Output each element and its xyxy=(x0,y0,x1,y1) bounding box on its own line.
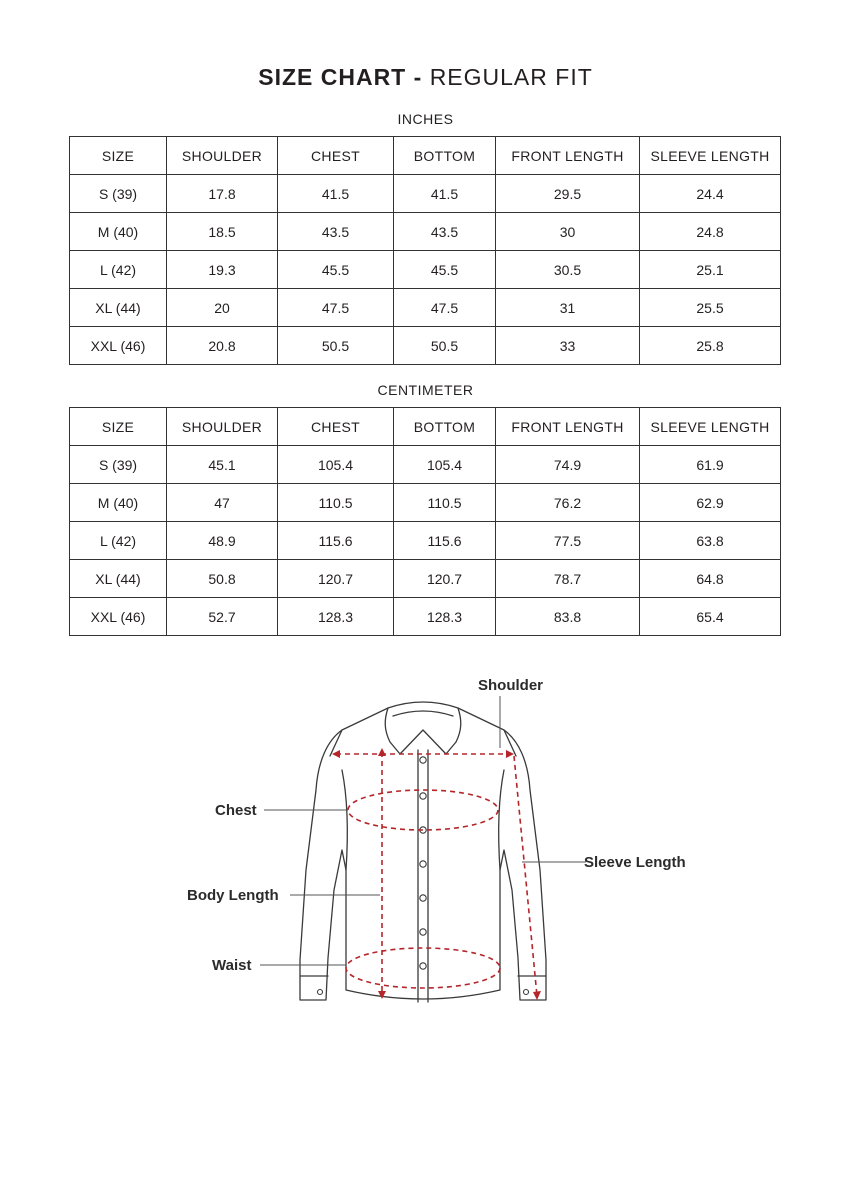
cell-chest: 120.7 xyxy=(278,560,394,598)
table-row xyxy=(70,175,781,213)
cell-shoulder: 48.9 xyxy=(167,522,278,560)
cell-front-length: 31 xyxy=(496,289,640,327)
cell-chest: 50.5 xyxy=(278,327,394,365)
cell-front-length: 77.5 xyxy=(496,522,640,560)
centimeter-unit-label: CENTIMETER xyxy=(377,382,474,398)
cell-front-length: 33 xyxy=(496,327,640,365)
cell-chest: 115.6 xyxy=(278,522,394,560)
header-bottom: BOTTOM xyxy=(394,408,496,446)
table-row xyxy=(70,327,781,365)
table-row xyxy=(70,251,781,289)
cell-shoulder: 47 xyxy=(167,484,278,522)
cell-size: XXL (46) xyxy=(70,327,167,365)
title-light: REGULAR FIT xyxy=(429,64,593,90)
cell-size: L (42) xyxy=(70,251,167,289)
cell-chest: 47.5 xyxy=(278,289,394,327)
cell-bottom: 47.5 xyxy=(394,289,496,327)
table-row xyxy=(70,484,781,522)
cell-sleeve-length: 61.9 xyxy=(640,446,781,484)
cell-shoulder: 17.8 xyxy=(167,175,278,213)
header-size: SIZE xyxy=(70,137,167,175)
cell-sleeve-length: 25.1 xyxy=(640,251,781,289)
header-bottom: BOTTOM xyxy=(394,137,496,175)
cell-sleeve-length: 25.5 xyxy=(640,289,781,327)
shirt-buttons xyxy=(318,757,529,995)
measurement-guides xyxy=(336,752,537,996)
cell-sleeve-length: 64.8 xyxy=(640,560,781,598)
cell-size: L (42) xyxy=(70,522,167,560)
cell-shoulder: 50.8 xyxy=(167,560,278,598)
cell-size: S (39) xyxy=(70,446,167,484)
table-header-row xyxy=(70,408,781,446)
label-sleeve-length: Sleeve Length xyxy=(584,854,686,871)
cell-front-length: 30.5 xyxy=(496,251,640,289)
cell-chest: 128.3 xyxy=(278,598,394,636)
header-shoulder: SHOULDER xyxy=(167,408,278,446)
cell-size: M (40) xyxy=(70,484,167,522)
title-bold: SIZE CHART - xyxy=(258,64,423,90)
inches-unit-label: INCHES xyxy=(397,111,454,127)
shirt-outline xyxy=(300,702,546,1002)
label-body-length: Body Length xyxy=(187,887,279,904)
cell-chest: 105.4 xyxy=(278,446,394,484)
cell-shoulder: 52.7 xyxy=(167,598,278,636)
header-size: SIZE xyxy=(70,408,167,446)
table-row xyxy=(70,522,781,560)
cell-sleeve-length: 63.8 xyxy=(640,522,781,560)
cell-sleeve-length: 65.4 xyxy=(640,598,781,636)
cell-shoulder: 20.8 xyxy=(167,327,278,365)
table-row xyxy=(70,598,781,636)
table-row xyxy=(70,213,781,251)
header-chest: CHEST xyxy=(278,408,394,446)
inches-size-table xyxy=(69,136,781,365)
header-chest: CHEST xyxy=(278,137,394,175)
cell-bottom: 115.6 xyxy=(394,522,496,560)
table-row xyxy=(70,289,781,327)
cell-size: XXL (46) xyxy=(70,598,167,636)
cell-bottom: 43.5 xyxy=(394,213,496,251)
cell-front-length: 78.7 xyxy=(496,560,640,598)
cell-front-length: 30 xyxy=(496,213,640,251)
cell-bottom: 128.3 xyxy=(394,598,496,636)
header-sleeve-length: SLEEVE LENGTH xyxy=(640,137,781,175)
label-shoulder: Shoulder xyxy=(478,677,544,694)
cell-front-length: 83.8 xyxy=(496,598,640,636)
shirt-measurement-diagram xyxy=(0,660,851,1020)
cell-chest: 110.5 xyxy=(278,484,394,522)
cell-bottom: 41.5 xyxy=(394,175,496,213)
header-shoulder: SHOULDER xyxy=(167,137,278,175)
header-sleeve-length: SLEEVE LENGTH xyxy=(640,408,781,446)
cell-shoulder: 45.1 xyxy=(167,446,278,484)
table-header-row xyxy=(70,137,781,175)
cell-bottom: 110.5 xyxy=(394,484,496,522)
label-waist: Waist xyxy=(212,957,252,974)
cell-size: XL (44) xyxy=(70,560,167,598)
header-front-length: FRONT LENGTH xyxy=(496,137,640,175)
label-chest: Chest xyxy=(215,802,257,819)
measurement-arrowheads xyxy=(332,748,541,1000)
cell-sleeve-length: 24.4 xyxy=(640,175,781,213)
cell-sleeve-length: 24.8 xyxy=(640,213,781,251)
cell-sleeve-length: 25.8 xyxy=(640,327,781,365)
cell-chest: 45.5 xyxy=(278,251,394,289)
page-title xyxy=(0,64,851,91)
cell-shoulder: 20 xyxy=(167,289,278,327)
cell-bottom: 45.5 xyxy=(394,251,496,289)
cell-size: S (39) xyxy=(70,175,167,213)
cell-bottom: 50.5 xyxy=(394,327,496,365)
centimeter-size-table xyxy=(69,407,781,636)
cell-sleeve-length: 62.9 xyxy=(640,484,781,522)
cell-front-length: 29.5 xyxy=(496,175,640,213)
cell-shoulder: 18.5 xyxy=(167,213,278,251)
cell-size: M (40) xyxy=(70,213,167,251)
cell-front-length: 76.2 xyxy=(496,484,640,522)
cell-shoulder: 19.3 xyxy=(167,251,278,289)
cell-front-length: 74.9 xyxy=(496,446,640,484)
header-front-length: FRONT LENGTH xyxy=(496,408,640,446)
table-row xyxy=(70,446,781,484)
cell-chest: 43.5 xyxy=(278,213,394,251)
table-row xyxy=(70,560,781,598)
cell-size: XL (44) xyxy=(70,289,167,327)
cell-chest: 41.5 xyxy=(278,175,394,213)
cell-bottom: 105.4 xyxy=(394,446,496,484)
cell-bottom: 120.7 xyxy=(394,560,496,598)
